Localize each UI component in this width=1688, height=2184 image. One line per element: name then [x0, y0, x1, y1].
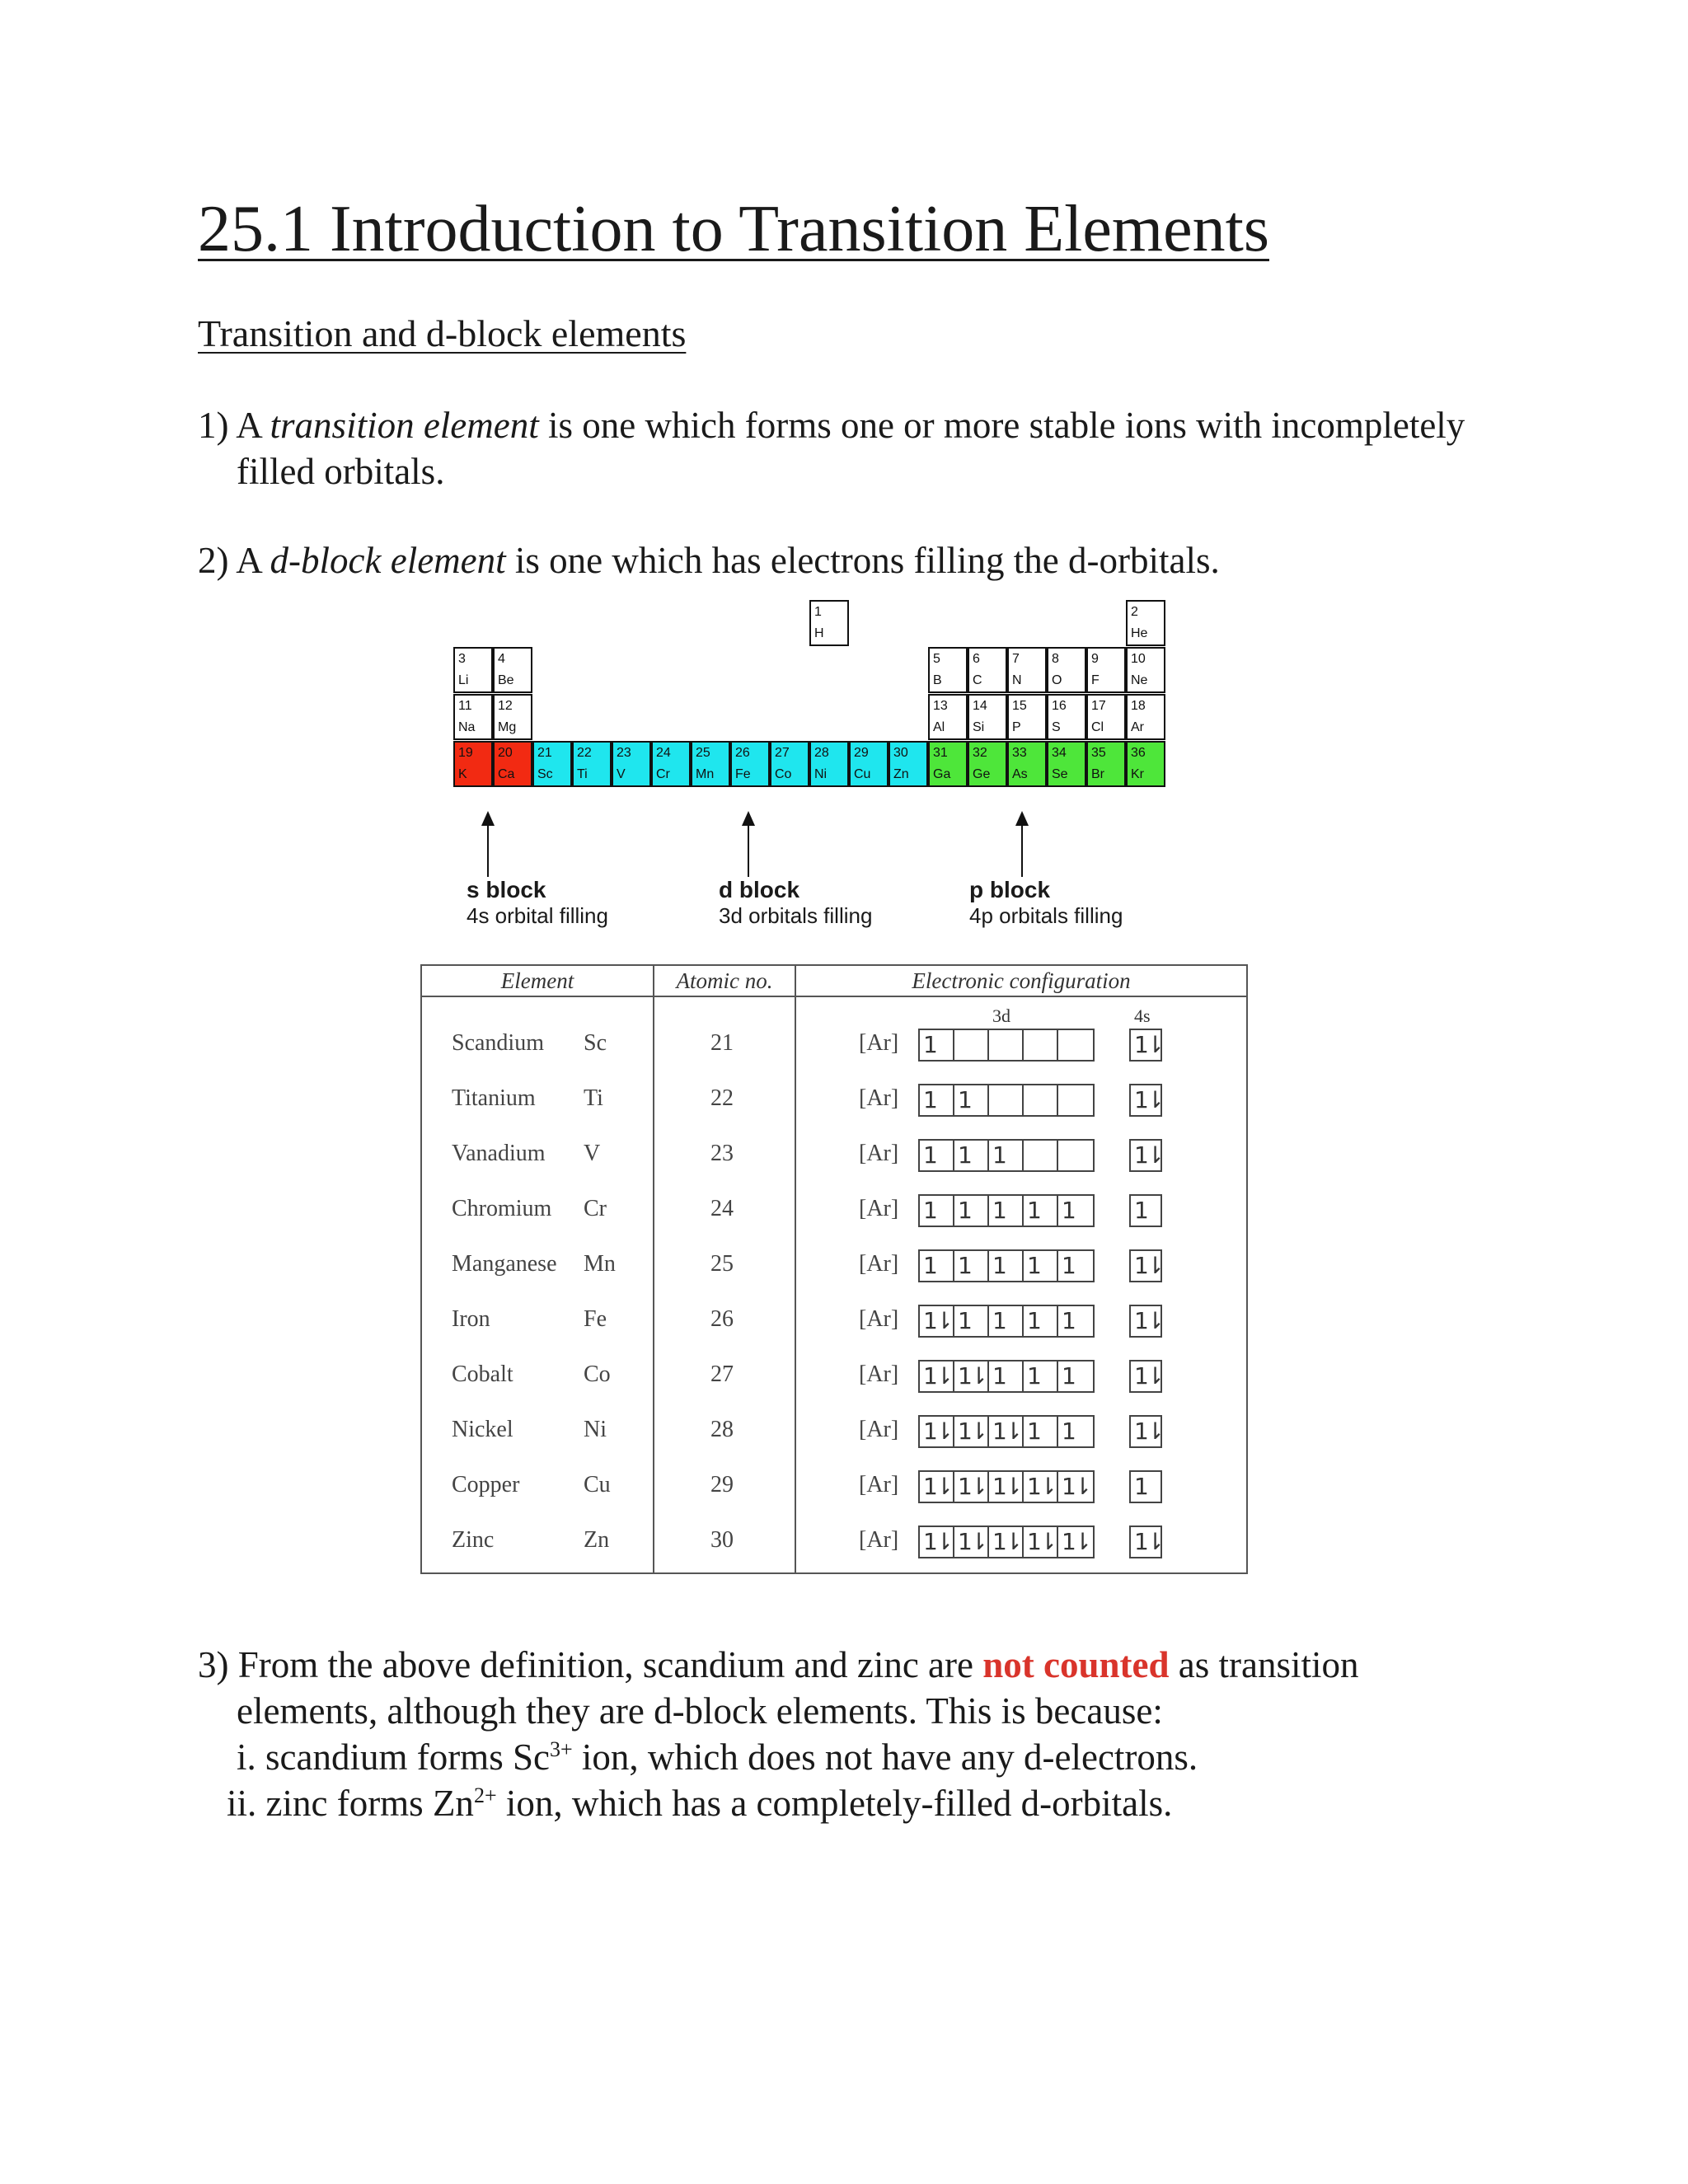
element-cell-b	[928, 647, 968, 693]
d-block-label: d block	[719, 877, 800, 902]
element-symbol: Zn	[893, 767, 909, 781]
3d-orbital: 1⇂	[954, 1527, 989, 1557]
point-article: A	[236, 405, 261, 446]
element-symbol: Sc	[584, 1030, 607, 1056]
atomic-number: 1	[814, 605, 822, 619]
element-name: Titanium	[452, 1085, 536, 1111]
3d-orbital: 1⇂	[989, 1472, 1024, 1502]
element-cell-ti	[572, 741, 612, 787]
element-symbol: Zn	[584, 1527, 610, 1553]
element-symbol: He	[1131, 626, 1148, 640]
element-name: Vanadium	[452, 1141, 546, 1166]
3d-orbital	[1058, 1030, 1093, 1060]
atomic-number: 6	[973, 652, 980, 666]
element-symbol: Cr	[584, 1196, 607, 1221]
s-block-description: 4s orbital filling	[467, 903, 608, 928]
3d-orbital: 1	[989, 1306, 1024, 1336]
header-electronic-configuration: Electronic configuration	[912, 968, 1131, 993]
3d-orbital-boxes	[918, 1084, 1095, 1117]
zinc-text: ii. zinc forms Zn	[227, 1783, 474, 1824]
3d-orbital: 1	[920, 1196, 954, 1226]
zn-ion-charge: 2+	[473, 1783, 497, 1807]
atomic-number: 25	[696, 746, 710, 760]
3d-orbital-boxes	[918, 1249, 1095, 1282]
not-counted-highlight: not counted	[982, 1644, 1170, 1685]
element-cell-sc	[532, 741, 572, 787]
element-symbol: C	[973, 673, 982, 687]
atomic-number: 2	[1131, 605, 1138, 619]
3d-orbital: 1⇂	[989, 1527, 1024, 1557]
3d-orbital: 1⇂	[1024, 1527, 1058, 1557]
element-cell-ni	[809, 741, 849, 787]
3d-orbital	[1024, 1085, 1058, 1115]
element-cell-as	[1007, 741, 1047, 787]
element-name: Copper	[452, 1472, 520, 1497]
3d-orbital: 1	[920, 1141, 954, 1170]
element-symbol: B	[933, 673, 942, 687]
atomic-number: 13	[933, 699, 948, 713]
element-name: Manganese	[452, 1251, 557, 1277]
element-cell-ar	[1126, 694, 1165, 740]
3d-orbital: 1	[920, 1085, 954, 1115]
atomic-number: 23	[710, 1141, 734, 1166]
3d-orbital: 1	[989, 1196, 1024, 1226]
atomic-number: 5	[933, 652, 940, 666]
explanation-line-1	[198, 1642, 1517, 1688]
element-cell-co	[770, 741, 809, 787]
element-cell-cl	[1086, 694, 1126, 740]
atomic-number: 19	[458, 746, 473, 760]
3d-orbital: 1	[920, 1030, 954, 1060]
atomic-number: 11	[458, 699, 472, 713]
element-symbol: Ar	[1131, 720, 1144, 734]
element-name: Scandium	[452, 1030, 544, 1056]
scandium-text: i. scandium forms Sc	[237, 1736, 550, 1778]
element-symbol: Sc	[537, 767, 553, 781]
atomic-number: 26	[710, 1306, 734, 1332]
atomic-number: 32	[973, 746, 987, 760]
element-symbol: P	[1012, 720, 1021, 734]
4s-orbital: 1⇂	[1129, 1249, 1162, 1282]
4s-orbital: 1⇂	[1129, 1084, 1162, 1117]
argon-core: [Ar]	[859, 1306, 899, 1332]
element-cell-kr	[1126, 741, 1165, 787]
3d-orbital: 1	[989, 1141, 1024, 1170]
element-cell-zn	[889, 741, 928, 787]
scandium-text-cont: ion, which does not have any d-electrons.	[581, 1736, 1198, 1778]
point-number: 2)	[198, 540, 229, 581]
element-name: Nickel	[452, 1417, 513, 1442]
atomic-number: 14	[973, 699, 987, 713]
term-d-block-element: d-block element	[270, 540, 506, 581]
element-symbol: Co	[775, 767, 792, 781]
p-block-label: p block	[969, 877, 1051, 902]
s-block-label: s block	[467, 877, 546, 902]
definition-text-cont: filled orbitals.	[237, 451, 445, 492]
3d-orbital	[1058, 1141, 1093, 1170]
3d-orbital: 1	[954, 1196, 989, 1226]
atomic-number: 4	[498, 652, 505, 666]
atomic-number: 3	[458, 652, 466, 666]
atomic-number: 34	[1052, 746, 1067, 760]
atomic-number: 25	[710, 1251, 734, 1277]
atomic-number: 10	[1131, 652, 1146, 666]
element-symbol: Ge	[973, 767, 991, 781]
element-symbol: Be	[498, 673, 514, 687]
atomic-number: 15	[1012, 699, 1027, 713]
3d-orbital-boxes	[918, 1139, 1095, 1172]
4s-orbital: 1⇂	[1129, 1305, 1162, 1338]
header-atomic-no: Atomic no.	[676, 968, 773, 993]
3d-orbital: 1⇂	[920, 1306, 954, 1336]
3d-orbital: 1	[954, 1141, 989, 1170]
element-symbol: Kr	[1131, 767, 1144, 781]
element-symbol: Co	[584, 1361, 611, 1387]
atomic-number: 26	[735, 746, 750, 760]
page-title: 25.1 Introduction to Transition Elements	[198, 193, 1269, 265]
element-cell-li	[453, 647, 493, 693]
4s-orbital: 1⇂	[1129, 1029, 1162, 1062]
argon-core: [Ar]	[859, 1527, 899, 1553]
element-cell-mn	[691, 741, 730, 787]
atomic-number: 27	[710, 1361, 734, 1387]
3d-orbital: 1	[989, 1251, 1024, 1281]
point-number: 1)	[198, 405, 229, 446]
element-cell-s	[1047, 694, 1086, 740]
element-symbol: Mg	[498, 720, 517, 734]
element-symbol: Ga	[933, 767, 951, 781]
element-symbol: Li	[458, 673, 469, 687]
element-cell-be	[493, 647, 532, 693]
atomic-number: 21	[537, 746, 552, 760]
4s-orbital: 1	[1129, 1194, 1162, 1227]
atomic-number: 17	[1091, 699, 1106, 713]
3d-orbital: 1	[1024, 1417, 1058, 1446]
element-symbol: Mn	[696, 767, 715, 781]
header-element: Element	[500, 968, 574, 993]
3d-orbital: 1	[1062, 1197, 1073, 1224]
atomic-number: 23	[617, 746, 631, 760]
3d-orbital: 1	[920, 1251, 954, 1281]
3d-orbital	[1058, 1085, 1093, 1115]
4s-orbital: 1⇂	[1129, 1526, 1162, 1558]
explanation-line-3	[198, 1734, 1517, 1780]
atomic-number: 21	[710, 1030, 734, 1056]
element-cell-h	[809, 600, 849, 646]
element-cell-ga	[928, 741, 968, 787]
argon-core: [Ar]	[859, 1141, 899, 1166]
s-block-arrow	[487, 824, 489, 877]
atomic-number: 28	[814, 746, 829, 760]
element-symbol: Na	[458, 720, 476, 734]
element-symbol: Ne	[1131, 673, 1148, 687]
d-block-arrow	[748, 824, 749, 877]
element-cell-v	[612, 741, 651, 787]
3d-orbital: 1	[1024, 1361, 1058, 1391]
4s-orbital: 1⇂	[1129, 1415, 1162, 1448]
atomic-number: 29	[710, 1472, 734, 1497]
explanation-text: From the above definition, scandium and zinc are	[237, 1644, 973, 1685]
3d-orbital	[954, 1030, 989, 1060]
element-cell-n	[1007, 647, 1047, 693]
element-symbol: V	[617, 767, 626, 781]
p-block-description: 4p orbitals filling	[969, 903, 1123, 928]
element-symbol: K	[458, 767, 467, 781]
element-symbol: V	[584, 1141, 601, 1166]
element-symbol: Br	[1091, 767, 1104, 781]
3d-orbital	[989, 1085, 1024, 1115]
argon-core: [Ar]	[859, 1361, 899, 1387]
3d-orbital: 1	[1062, 1418, 1073, 1445]
element-cell-cu	[849, 741, 889, 787]
element-symbol: Al	[933, 720, 945, 734]
3d-orbital: 1⇂	[920, 1417, 954, 1446]
element-cell-mg	[493, 694, 532, 740]
element-cell-k	[453, 741, 493, 787]
element-cell-na	[453, 694, 493, 740]
3d-orbital: 1	[989, 1361, 1024, 1391]
atomic-number: 35	[1091, 746, 1106, 760]
element-symbol: Fe	[735, 767, 751, 781]
atomic-number: 16	[1052, 699, 1067, 713]
sc-ion-charge: 3+	[549, 1737, 573, 1761]
3d-orbital: 1	[1024, 1196, 1058, 1226]
element-symbol: Ti	[577, 767, 588, 781]
column-divider	[795, 966, 796, 1572]
element-cell-ne	[1126, 647, 1165, 693]
point-article: A	[236, 540, 261, 581]
4s-orbital: 1	[1129, 1470, 1162, 1503]
header-divider	[422, 996, 1246, 997]
element-cell-o	[1047, 647, 1086, 693]
element-symbol: Ti	[584, 1085, 603, 1111]
atomic-number: 29	[854, 746, 869, 760]
atomic-number: 8	[1052, 652, 1059, 666]
atomic-number: 27	[775, 746, 790, 760]
atomic-number: 30	[710, 1527, 734, 1553]
point-number: 3)	[198, 1644, 229, 1685]
argon-core: [Ar]	[859, 1472, 899, 1497]
atomic-number: 31	[933, 746, 948, 760]
section-heading: Transition and d-block elements	[198, 312, 687, 354]
element-symbol: Se	[1052, 767, 1068, 781]
3d-orbital: 1⇂	[920, 1527, 954, 1557]
argon-core: [Ar]	[859, 1196, 899, 1221]
element-symbol: S	[1052, 720, 1061, 734]
atomic-number: 20	[498, 746, 513, 760]
atomic-number: 18	[1131, 699, 1146, 713]
element-cell-p	[1007, 694, 1047, 740]
element-symbol: Ni	[584, 1417, 607, 1442]
element-symbol: Cr	[656, 767, 670, 781]
element-symbol: Fe	[584, 1306, 607, 1332]
explanation-line-2: elements, although they are d-block elements. This is because:	[237, 1690, 1163, 1732]
atomic-number: 33	[1012, 746, 1027, 760]
3d-orbital	[1024, 1141, 1058, 1170]
atomic-number: 9	[1091, 652, 1099, 666]
explanation-line-4	[198, 1780, 1517, 1826]
definition-text: is one which forms one or more stable ions with incompletely	[548, 405, 1465, 446]
3d-orbital	[1024, 1030, 1058, 1060]
element-symbol: Si	[973, 720, 985, 734]
p-block-arrow	[1021, 824, 1023, 877]
argon-core: [Ar]	[859, 1417, 899, 1442]
3d-orbital: 1⇂	[989, 1417, 1024, 1446]
atomic-number: 22	[577, 746, 592, 760]
argon-core: [Ar]	[859, 1251, 899, 1277]
3d-orbital: 1	[954, 1251, 989, 1281]
element-symbol: As	[1012, 767, 1028, 781]
element-name: Zinc	[452, 1527, 495, 1553]
3d-orbital-boxes	[918, 1194, 1095, 1227]
3d-orbital: 1⇂	[954, 1472, 989, 1502]
d-block-description: 3d orbitals filling	[719, 903, 873, 928]
element-symbol: Ni	[814, 767, 828, 781]
explanation-text: as transition	[1178, 1644, 1359, 1685]
argon-core: [Ar]	[859, 1030, 899, 1056]
atomic-number: 22	[710, 1085, 734, 1111]
3d-orbital: 1⇂	[1062, 1473, 1090, 1500]
3d-orbital: 1⇂	[1024, 1472, 1058, 1502]
element-cell-c	[968, 647, 1007, 693]
atomic-number: 24	[710, 1196, 734, 1221]
scandium-zinc-explanation	[198, 1642, 1517, 1826]
element-symbol: Cu	[854, 767, 871, 781]
column-divider	[653, 966, 654, 1572]
3d-orbital-boxes	[918, 1526, 1095, 1558]
electron-configuration-table	[420, 964, 1248, 1574]
3d-orbital: 1⇂	[920, 1472, 954, 1502]
element-cell-br	[1086, 741, 1126, 787]
element-symbol: Mn	[584, 1251, 616, 1277]
element-cell-f	[1086, 647, 1126, 693]
term-transition-element: transition element	[270, 405, 539, 446]
element-name: Iron	[452, 1306, 490, 1332]
3d-orbital: 1⇂	[920, 1361, 954, 1391]
subheader-4s: 4s	[1134, 1005, 1151, 1026]
element-cell-se	[1047, 741, 1086, 787]
3d-orbital: 1	[1062, 1252, 1073, 1279]
element-name: Cobalt	[452, 1361, 513, 1387]
3d-orbital: 1⇂	[954, 1361, 989, 1391]
element-cell-cr	[651, 741, 691, 787]
3d-orbital: 1⇂	[954, 1417, 989, 1446]
element-cell-ge	[968, 741, 1007, 787]
element-cell-fe	[730, 741, 770, 787]
atomic-number: 24	[656, 746, 671, 760]
atomic-number: 12	[498, 699, 513, 713]
3d-orbital-boxes	[918, 1415, 1095, 1448]
4s-orbital: 1⇂	[1129, 1139, 1162, 1172]
3d-orbital-boxes	[918, 1360, 1095, 1393]
element-cell-he	[1126, 600, 1165, 646]
4s-orbital: 1⇂	[1129, 1360, 1162, 1393]
atomic-number: 36	[1131, 746, 1146, 760]
3d-orbital-boxes	[918, 1305, 1095, 1338]
atomic-number: 28	[710, 1417, 734, 1442]
definition-d-block-element	[198, 537, 1517, 583]
3d-orbital: 1⇂	[1062, 1528, 1090, 1555]
3d-orbital-boxes	[918, 1470, 1095, 1503]
element-symbol: Ca	[498, 767, 515, 781]
element-symbol: F	[1091, 673, 1100, 687]
3d-orbital: 1	[954, 1085, 989, 1115]
3d-orbital: 1	[1024, 1306, 1058, 1336]
definition-transition-element	[198, 402, 1517, 494]
argon-core: [Ar]	[859, 1085, 899, 1111]
element-symbol: Cl	[1091, 720, 1104, 734]
element-symbol: H	[814, 626, 824, 640]
definition-text: is one which has electrons filling the d-orbitals.	[514, 540, 1220, 581]
element-symbol: Cu	[584, 1472, 611, 1497]
3d-orbital	[989, 1030, 1024, 1060]
element-cell-ca	[493, 741, 532, 787]
subheader-3d: 3d	[992, 1005, 1010, 1026]
3d-orbital-boxes	[918, 1029, 1095, 1062]
3d-orbital: 1	[954, 1306, 989, 1336]
3d-orbital: 1	[1062, 1362, 1073, 1390]
zinc-text-cont: ion, which has a completely-filled d-orbitals.	[505, 1783, 1173, 1824]
atomic-number: 30	[893, 746, 908, 760]
element-cell-si	[968, 694, 1007, 740]
atomic-number: 7	[1012, 652, 1020, 666]
element-cell-al	[928, 694, 968, 740]
element-name: Chromium	[452, 1196, 552, 1221]
element-symbol: N	[1012, 673, 1022, 687]
3d-orbital: 1	[1024, 1251, 1058, 1281]
element-symbol: O	[1052, 673, 1062, 687]
3d-orbital: 1	[1062, 1307, 1073, 1334]
